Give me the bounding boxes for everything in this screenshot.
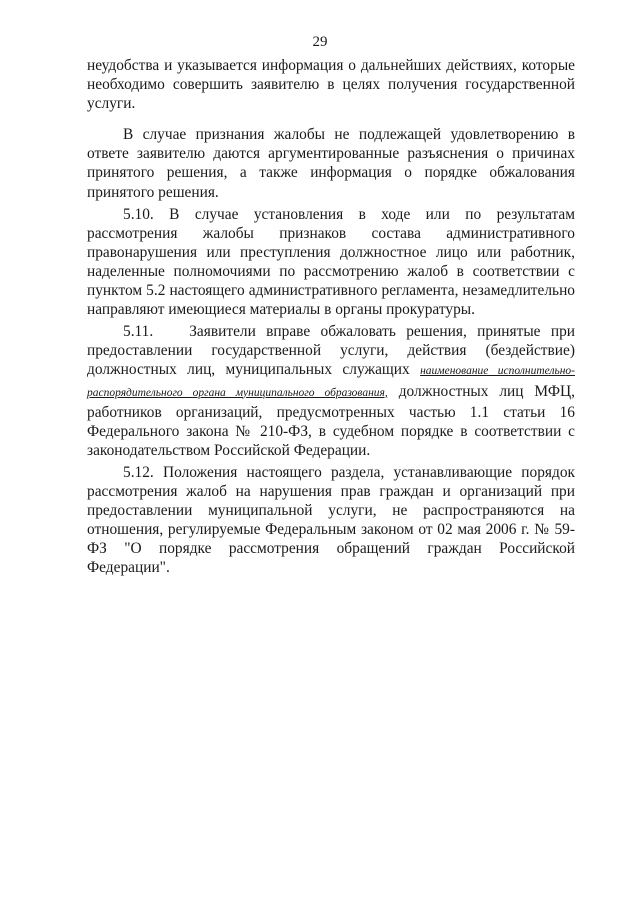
paragraph-5-11-part-a: Заявители вправе обжаловать решения, принятые при предоставлении государственной услуги, действия (бездействие) должностных лиц, муниципальных служащих [87,323,575,379]
paragraph-5-11-number: 5.11. [123,323,154,341]
paragraph-5-11-part-b: должностных лиц МФЦ, работников организаций, предусмотренных частью 1.1 статьи 16 Федерального закона № 210-ФЗ, в судебном порядке в соответствии с законодательством Российской Федерации. [87,382,576,459]
document-body [87,56,575,580]
page-number: 29 [312,34,328,50]
paragraph-5-12: 5.12. Положения настоящего раздела, устанавливающие порядок рассмотрения жалоб на нарушения прав граждан и организаций при предоставлении муниципальной услуги, не распространяются на отношения, регулируемые Федеральным законом от 02 мая 2006 г. № 59-ФЗ "О порядке рассмотрения обращений граждан Российской Федерации". [87,463,575,577]
paragraph-refusal-explanation: В случае признания жалобы не подлежащей удовлетворению в ответе заявителю даются аргументированные разъяснения о причинах принятого решения, а также информация о порядке обжалования принятого решения. [87,126,575,201]
paragraph-5-10: 5.10. В случае установления в ходе или по результатам рассмотрения жалобы признаков состава административного правонарушения или преступления должностное лицо или работник, наделенные полномочиями по рассмотрению жалоб в соответствии с пунктом 5.2 настоящего административного регламента, незамедлительно направляют имеющиеся материалы в органы прокуратуры. [87,205,575,319]
paragraph-5-11 [87,322,575,460]
paragraph-5-11-placeholder: наименование исполнительно-распорядительного органа муниципального образования, [87,365,575,399]
paragraph-continuation: неудобства и указывается информация о дальнейших действиях, которые необходимо совершить заявителю в целях получения государственной услуги. [87,57,575,113]
